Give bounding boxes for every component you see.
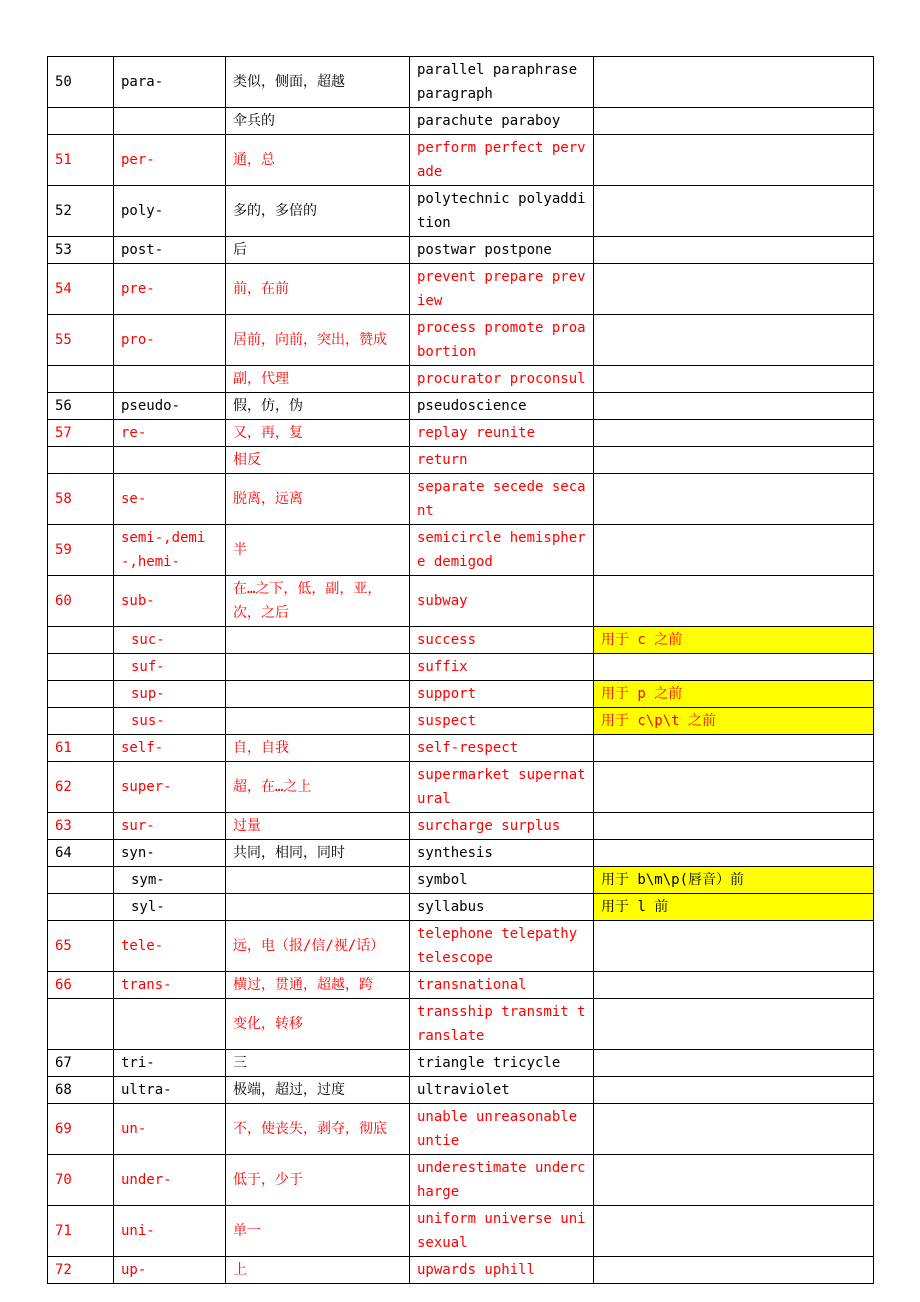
table-row <box>48 921 874 972</box>
note-cell <box>594 1257 874 1284</box>
row-number <box>48 366 114 393</box>
row-number <box>48 867 114 894</box>
prefix-cell: se- <box>114 474 226 525</box>
note-cell <box>594 1077 874 1104</box>
examples-cell: underestimate undercharge <box>410 1155 594 1206</box>
note-cell: 用于 l 前 <box>594 894 874 921</box>
note-cell <box>594 393 874 420</box>
row-number: 51 <box>48 135 114 186</box>
examples-cell: symbol <box>410 867 594 894</box>
meaning-cell: 单一 <box>226 1206 410 1257</box>
meaning-cell: 变化，转移 <box>226 999 410 1050</box>
note-cell <box>594 762 874 813</box>
table-row <box>48 1257 874 1284</box>
row-number: 66 <box>48 972 114 999</box>
meaning-cell: 横过，贯通，超越，跨 <box>226 972 410 999</box>
meaning-cell: 自，自我 <box>226 735 410 762</box>
examples-cell: procurator proconsul <box>410 366 594 393</box>
examples-cell: replay reunite <box>410 420 594 447</box>
prefix-cell: syl- <box>114 894 226 921</box>
examples-cell: polytechnic polyaddition <box>410 186 594 237</box>
note-cell <box>594 366 874 393</box>
note-cell: 用于 b\m\p(唇音）前 <box>594 867 874 894</box>
meaning-cell: 三 <box>226 1050 410 1077</box>
row-number: 62 <box>48 762 114 813</box>
meaning-cell: 伞兵的 <box>226 108 410 135</box>
row-number: 64 <box>48 840 114 867</box>
prefix-cell: up- <box>114 1257 226 1284</box>
examples-cell: process promote proabortion <box>410 315 594 366</box>
meaning-cell: 副，代理 <box>226 366 410 393</box>
prefix-cell: suf- <box>114 654 226 681</box>
table-row <box>48 894 874 921</box>
prefix-cell: ultra- <box>114 1077 226 1104</box>
note-cell <box>594 447 874 474</box>
note-cell <box>594 1206 874 1257</box>
table-row <box>48 762 874 813</box>
table-row <box>48 1104 874 1155</box>
meaning-cell: 共同，相同，同时 <box>226 840 410 867</box>
examples-cell: transnational <box>410 972 594 999</box>
table-row <box>48 420 874 447</box>
prefix-cell: para- <box>114 57 226 108</box>
row-number: 56 <box>48 393 114 420</box>
prefix-cell: super- <box>114 762 226 813</box>
examples-cell: syllabus <box>410 894 594 921</box>
table-row <box>48 474 874 525</box>
meaning-cell: 居前，向前，突出，赞成 <box>226 315 410 366</box>
examples-cell: parallel paraphrase paragraph <box>410 57 594 108</box>
prefix-cell: per- <box>114 135 226 186</box>
note-cell <box>594 972 874 999</box>
table-row <box>48 813 874 840</box>
row-number <box>48 108 114 135</box>
table-row <box>48 447 874 474</box>
table-row <box>48 366 874 393</box>
row-number: 71 <box>48 1206 114 1257</box>
examples-cell: semicircle hemisphere demigod <box>410 525 594 576</box>
note-cell: 用于 c\p\t 之前 <box>594 708 874 735</box>
note-cell: 用于 p 之前 <box>594 681 874 708</box>
prefix-cell: self- <box>114 735 226 762</box>
note-cell <box>594 1104 874 1155</box>
row-number: 67 <box>48 1050 114 1077</box>
examples-cell: suffix <box>410 654 594 681</box>
note-cell <box>594 840 874 867</box>
table-row <box>48 135 874 186</box>
note-cell <box>594 135 874 186</box>
meaning-cell: 不，使丧失，剥夺，彻底 <box>226 1104 410 1155</box>
prefix-cell: suc- <box>114 627 226 654</box>
meaning-cell: 在…之下，低，副，亚，次，之后 <box>226 576 410 627</box>
row-number: 55 <box>48 315 114 366</box>
row-number: 59 <box>48 525 114 576</box>
meaning-cell <box>226 654 410 681</box>
prefix-cell: uni- <box>114 1206 226 1257</box>
meaning-cell: 又，再，复 <box>226 420 410 447</box>
examples-cell: perform perfect pervade <box>410 135 594 186</box>
note-cell <box>594 57 874 108</box>
examples-cell: parachute paraboy <box>410 108 594 135</box>
examples-cell: supermarket supernatural <box>410 762 594 813</box>
table-row <box>48 735 874 762</box>
examples-cell: postwar postpone <box>410 237 594 264</box>
prefix-cell: poly- <box>114 186 226 237</box>
table-row <box>48 654 874 681</box>
table-row <box>48 576 874 627</box>
prefix-cell: un- <box>114 1104 226 1155</box>
row-number <box>48 447 114 474</box>
prefix-cell: syn- <box>114 840 226 867</box>
examples-cell: separate secede secant <box>410 474 594 525</box>
note-cell <box>594 264 874 315</box>
meaning-cell: 后 <box>226 237 410 264</box>
meaning-cell <box>226 627 410 654</box>
table-row <box>48 867 874 894</box>
prefix-cell: sub- <box>114 576 226 627</box>
table-row <box>48 1050 874 1077</box>
note-cell <box>594 315 874 366</box>
row-number: 61 <box>48 735 114 762</box>
meaning-cell: 极端，超过，过度 <box>226 1077 410 1104</box>
note-cell <box>594 525 874 576</box>
meaning-cell <box>226 894 410 921</box>
examples-cell: subway <box>410 576 594 627</box>
row-number: 53 <box>48 237 114 264</box>
row-number: 58 <box>48 474 114 525</box>
table-row <box>48 999 874 1050</box>
examples-cell: surcharge surplus <box>410 813 594 840</box>
row-number <box>48 999 114 1050</box>
examples-cell: support <box>410 681 594 708</box>
row-number <box>48 894 114 921</box>
note-cell <box>594 1155 874 1206</box>
table-row <box>48 972 874 999</box>
examples-cell: ultraviolet <box>410 1077 594 1104</box>
examples-cell: return <box>410 447 594 474</box>
examples-cell: pseudoscience <box>410 393 594 420</box>
table-row <box>48 840 874 867</box>
prefix-cell: under- <box>114 1155 226 1206</box>
prefix-cell: sup- <box>114 681 226 708</box>
row-number: 52 <box>48 186 114 237</box>
prefix-cell: sur- <box>114 813 226 840</box>
prefix-cell: tele- <box>114 921 226 972</box>
prefix-cell <box>114 999 226 1050</box>
table-row <box>48 1077 874 1104</box>
meaning-cell: 超，在…之上 <box>226 762 410 813</box>
examples-cell: upwards uphill <box>410 1257 594 1284</box>
row-number: 70 <box>48 1155 114 1206</box>
table-row <box>48 108 874 135</box>
prefix-cell: tri- <box>114 1050 226 1077</box>
examples-cell: unable unreasonable untie <box>410 1104 594 1155</box>
table-row <box>48 264 874 315</box>
table-row <box>48 237 874 264</box>
examples-cell: suspect <box>410 708 594 735</box>
row-number: 65 <box>48 921 114 972</box>
table-row <box>48 57 874 108</box>
meaning-cell: 通，总 <box>226 135 410 186</box>
row-number: 54 <box>48 264 114 315</box>
row-number: 63 <box>48 813 114 840</box>
meaning-cell: 前，在前 <box>226 264 410 315</box>
meaning-cell: 过量 <box>226 813 410 840</box>
row-number: 60 <box>48 576 114 627</box>
note-cell <box>594 813 874 840</box>
meaning-cell: 脱离，远离 <box>226 474 410 525</box>
note-cell <box>594 576 874 627</box>
note-cell <box>594 474 874 525</box>
meaning-cell: 远，电（报/信/视/话） <box>226 921 410 972</box>
table-row <box>48 186 874 237</box>
table-row <box>48 393 874 420</box>
meaning-cell: 多的，多倍的 <box>226 186 410 237</box>
note-cell <box>594 420 874 447</box>
table-row <box>48 681 874 708</box>
row-number: 72 <box>48 1257 114 1284</box>
row-number <box>48 654 114 681</box>
meaning-cell: 半 <box>226 525 410 576</box>
note-cell <box>594 237 874 264</box>
note-cell <box>594 921 874 972</box>
table-row <box>48 1155 874 1206</box>
prefix-table <box>47 56 874 1284</box>
examples-cell: uniform universe unisexual <box>410 1206 594 1257</box>
note-cell <box>594 1050 874 1077</box>
note-cell <box>594 108 874 135</box>
prefix-cell <box>114 366 226 393</box>
table-row <box>48 315 874 366</box>
table-body <box>48 57 874 1284</box>
prefix-cell: semi-,demi-,hemi- <box>114 525 226 576</box>
row-number <box>48 681 114 708</box>
examples-cell: self-respect <box>410 735 594 762</box>
note-cell <box>594 735 874 762</box>
row-number: 68 <box>48 1077 114 1104</box>
examples-cell: transship transmit translate <box>410 999 594 1050</box>
table-row <box>48 627 874 654</box>
meaning-cell: 相反 <box>226 447 410 474</box>
meaning-cell <box>226 708 410 735</box>
prefix-cell <box>114 447 226 474</box>
note-cell <box>594 654 874 681</box>
examples-cell: synthesis <box>410 840 594 867</box>
prefix-cell: pro- <box>114 315 226 366</box>
note-cell <box>594 999 874 1050</box>
meaning-cell <box>226 867 410 894</box>
prefix-cell: pre- <box>114 264 226 315</box>
prefix-cell <box>114 108 226 135</box>
table-row <box>48 525 874 576</box>
row-number <box>48 627 114 654</box>
row-number <box>48 708 114 735</box>
examples-cell: success <box>410 627 594 654</box>
prefix-cell: trans- <box>114 972 226 999</box>
note-cell <box>594 186 874 237</box>
note-cell: 用于 c 之前 <box>594 627 874 654</box>
row-number: 50 <box>48 57 114 108</box>
prefix-cell: pseudo- <box>114 393 226 420</box>
prefix-cell: re- <box>114 420 226 447</box>
meaning-cell: 假，仿，伪 <box>226 393 410 420</box>
meaning-cell: 低于，少于 <box>226 1155 410 1206</box>
row-number: 57 <box>48 420 114 447</box>
prefix-cell: sym- <box>114 867 226 894</box>
prefix-cell: post- <box>114 237 226 264</box>
meaning-cell: 类似，侧面，超越 <box>226 57 410 108</box>
examples-cell: triangle tricycle <box>410 1050 594 1077</box>
prefix-cell: sus- <box>114 708 226 735</box>
meaning-cell <box>226 681 410 708</box>
table-row <box>48 708 874 735</box>
row-number: 69 <box>48 1104 114 1155</box>
examples-cell: telephone telepathy telescope <box>410 921 594 972</box>
meaning-cell: 上 <box>226 1257 410 1284</box>
table-row <box>48 1206 874 1257</box>
examples-cell: prevent prepare preview <box>410 264 594 315</box>
